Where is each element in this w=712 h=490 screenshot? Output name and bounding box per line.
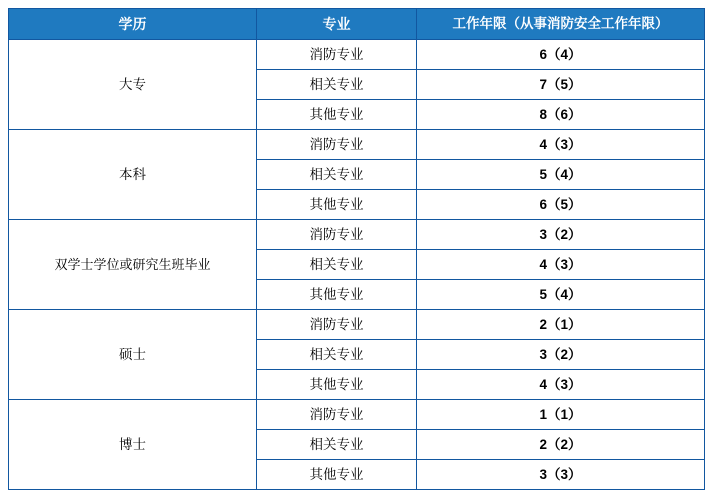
- years-cell: 3（2）: [417, 220, 705, 250]
- table-header: [9, 9, 705, 40]
- major-cell: 消防专业: [257, 130, 417, 160]
- major-cell: 消防专业: [257, 310, 417, 340]
- years-cell: 5（4）: [417, 160, 705, 190]
- table-row: [9, 400, 705, 430]
- education-cell: 硕士: [9, 310, 257, 400]
- major-cell: 相关专业: [257, 160, 417, 190]
- years-cell: 6（5）: [417, 190, 705, 220]
- years-cell: 7（5）: [417, 70, 705, 100]
- years-cell: 5（4）: [417, 280, 705, 310]
- education-cell: 双学士学位或研究生班毕业: [9, 220, 257, 310]
- major-cell: 相关专业: [257, 340, 417, 370]
- years-cell: 2（1）: [417, 310, 705, 340]
- years-cell: 4（3）: [417, 130, 705, 160]
- major-cell: 其他专业: [257, 460, 417, 490]
- table-body: [9, 40, 705, 490]
- qualification-requirements-table: [8, 8, 705, 490]
- major-cell: 相关专业: [257, 430, 417, 460]
- column-header-education: 学历: [9, 9, 257, 40]
- years-cell: 6（4）: [417, 40, 705, 70]
- years-cell: 4（3）: [417, 370, 705, 400]
- education-cell: 大专: [9, 40, 257, 130]
- years-cell: 3（3）: [417, 460, 705, 490]
- table-row: [9, 220, 705, 250]
- major-cell: 其他专业: [257, 370, 417, 400]
- column-header-major: 专业: [257, 9, 417, 40]
- major-cell: 其他专业: [257, 190, 417, 220]
- years-cell: 1（1）: [417, 400, 705, 430]
- table-row: [9, 130, 705, 160]
- major-cell: 消防专业: [257, 220, 417, 250]
- major-cell: 相关专业: [257, 250, 417, 280]
- years-cell: 8（6）: [417, 100, 705, 130]
- column-header-work-years: 工作年限（从事消防安全工作年限）: [417, 9, 705, 40]
- major-cell: 相关专业: [257, 70, 417, 100]
- years-cell: 3（2）: [417, 340, 705, 370]
- major-cell: 其他专业: [257, 100, 417, 130]
- years-cell: 4（3）: [417, 250, 705, 280]
- major-cell: 消防专业: [257, 400, 417, 430]
- table-row: [9, 40, 705, 70]
- table-row: [9, 310, 705, 340]
- education-cell: 本科: [9, 130, 257, 220]
- years-cell: 2（2）: [417, 430, 705, 460]
- table-header-row: [9, 9, 705, 40]
- major-cell: 消防专业: [257, 40, 417, 70]
- major-cell: 其他专业: [257, 280, 417, 310]
- education-cell: 博士: [9, 400, 257, 490]
